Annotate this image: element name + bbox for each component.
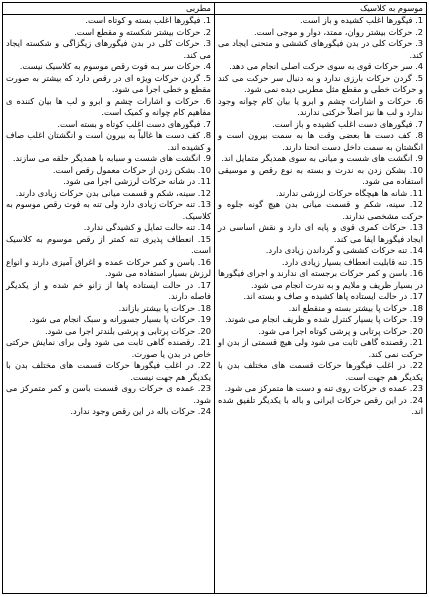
classical-column-header: موسوم به کلاسیک [215, 3, 427, 15]
classical-item: 24. در این رقص حرکات ایرانی و باله با یکدیگر تلفیق شده اند. [218, 394, 423, 416]
pop-column-header: مطربی [3, 3, 215, 15]
classical-item: 7. فیگورهای دست اغلب کشیده و باز است. [272, 118, 423, 129]
pop-item: 6. حرکات و اشارات چشم و ابرو و لب ها بیان کننده ی مفاهیم کام چوانه و کمیک است. [6, 95, 211, 117]
classical-item: 18. حرکات پا بیشتر بسته و منقطع اند. [288, 302, 423, 313]
pop-item: 14. تنه حالت تمایل و کشیدگی ندارد. [83, 222, 211, 232]
classical-items-list [218, 15, 423, 418]
content-row [3, 15, 427, 594]
pop-item: 12. سینه، شکم و قسمت میانی بدن حرکات زیادی دارند. [15, 187, 211, 198]
classical-item: 13. حرکات کمری قوی و پایه ای دارد و نقش اساسی در ایجاد فیگورها ایفا می کند. [218, 222, 423, 244]
classical-column-cell [215, 15, 427, 594]
classical-item: 16. باسن و کمر حرکات برجسته ای ندارند و اجرای فیگورها در بسیار ظریف و ملایم و به ندرت انجام می شود. [218, 268, 423, 290]
classical-item: 1. فیگورها اغلب کشیده و باز است. [300, 15, 423, 25]
pop-item: 9. انگشت های شست و سبابه با همدیگر حلقه می سازند. [12, 153, 211, 163]
classical-item: 21. رقصنده گاهی ثابت می شود ولی هیچ قسمتی از بدن او حرکت نمی کند. [218, 337, 423, 359]
classical-item: 12. سینه، شکم و قسمت میانی بدن هیچ گونه جلوه و حرکت مشخصی ندارند. [218, 199, 423, 221]
classical-item: 22. در اغلب فیگورها حرکات قسمت های مختلف بدن با یکدیگر هم جهت است. [218, 360, 423, 382]
classical-item: 15. تنه قابلیت انعطاف بسیار زیادی دارد. [281, 256, 423, 267]
classical-item: 2. حرکات بیشتر روان، ممتد، دوار و موجی است. [253, 26, 423, 37]
classical-item: 14. تنه حرکات کششی و گرداندن زیادی دارد. [265, 245, 423, 255]
classical-item: 19. حرکات پا بسیار کنترل شده و ظریف انجام می شوند. [225, 314, 423, 324]
classical-item: 10. بشکن زدن به ندرت و بسته به نوع رقص و موسیقی استفاده می شود. [218, 164, 423, 186]
pop-item: 19. حرکات پا بسیار جسورانه و سبک انجام می شود. [29, 314, 211, 324]
comparison-table [2, 2, 427, 594]
classical-item: 5. گردن حرکات بارزی ندارد و به دنبال سر حرکت می کند و حرکات خطی و مقطع مثل مطربی دیده نمی شود. [218, 72, 423, 94]
pop-item: 20. حرکات پرتابی و پرشی بلندتر اجرا می شود. [44, 325, 211, 336]
pop-item: 1. فیگورها اغلب بسته و کوتاه است. [85, 15, 211, 25]
pop-item: 5. گردن حرکات ویژه ای در رقص دارد که بیشتر به صورت مقطع و خطی اجرا می شود. [6, 72, 211, 94]
pop-item: 13. تنه حرکات زیادی دارد ولی تنه به فوت رقص موسوم به کلاسیک. [6, 199, 211, 221]
header-row [3, 3, 427, 15]
pop-item: 4. حرکات سر بـه فوت رقص موسوم به کلاسیک نیست. [19, 61, 211, 71]
pop-item: 8. کف دست ها غالباً به بیرون است و انگشتان اغلب صاف و کشیده اند. [6, 130, 211, 152]
pop-item: 3. حرکات کلی در بدن فیگورهای زیگزاگی و شکسته ایجاد می کند. [6, 38, 211, 60]
classical-item: 23. عمده ی حرکات روی تنه و دست ها متمرکز می شود. [224, 383, 423, 393]
pop-item: 22. در اغلب فیگورها حرکات قسمت های مختلف بدن با یکدیگر هم جهت نیست. [6, 360, 211, 382]
pop-item: 10. بشکن زدن از حرکات معمول رقص است. [52, 164, 211, 175]
classical-item: 9. انگشت های شست و میانی به سوی همدیگر متمایل اند. [221, 153, 423, 163]
pop-item: 21. رقصنده گاهی ثابت می شود ولی برای نمایش حرکتی خاص در بدن یا صورت. [6, 337, 211, 359]
pop-column-cell [3, 15, 215, 594]
pop-item: 17. در حالت ایستاده پاها از زانو خم شده و از یکدیگر فاصله دارند. [6, 279, 211, 301]
classical-item: 17. در حالت ایستاده پاها کشیده و صاف و بسته اند. [243, 291, 423, 301]
pop-item: 24. حرکات باله در این رقص وجود ندارد. [70, 406, 211, 416]
pop-item: 11. در شانه حرکات لرزشی اجرا می شود. [63, 176, 211, 186]
classical-item: 20. حرکات پرتابی و پرشی کوتاه اجرا می شود. [258, 325, 423, 336]
classical-item: 11. شانه ها هیچگاه حرکات لرزشی ندارند. [275, 187, 423, 198]
classical-item: 8. کف دست ها بعضی وقت ها به سمت بیرون است و انگشتان به سمت داخل دست انحنا دارند. [218, 130, 423, 152]
pop-items-list [6, 15, 211, 418]
classical-item: 4. سر حرکات قوی به سوی حرکت اصلی انجام می دهد. [229, 61, 423, 71]
pop-item: 23. عمده ی حرکات روی قسمت باسن و کمر متمرکز می شود. [6, 383, 211, 405]
pop-item: 18. حرکات پا بیشتر بازاند. [118, 302, 211, 313]
pop-item: 16. باسن و کمر حرکات عمده و اغراق آمیزی دارند و انواع لرزش بسیار استفاده می شود. [6, 256, 211, 278]
pop-item: 15. انعطاف پذیری تنه کمتر از رقص موسوم به کلاسیک است. [6, 233, 211, 255]
pop-item: 7. فیگورهای دست اغلب کوتاه و بسته است. [57, 118, 211, 129]
pop-item: 2. حرکات بیشتر شکسته و مقطع است. [74, 26, 211, 37]
classical-item: 3. حرکات کلی در بدن فیگورهای کششی و منحنی ایجاد می کند. [218, 38, 423, 60]
classical-item: 6. حرکات و اشارات چشم و ابرو یا بیان کام چوانه وجود ندارد و لب ها نیز اصلاً حرکتی ندارند. [218, 95, 423, 117]
